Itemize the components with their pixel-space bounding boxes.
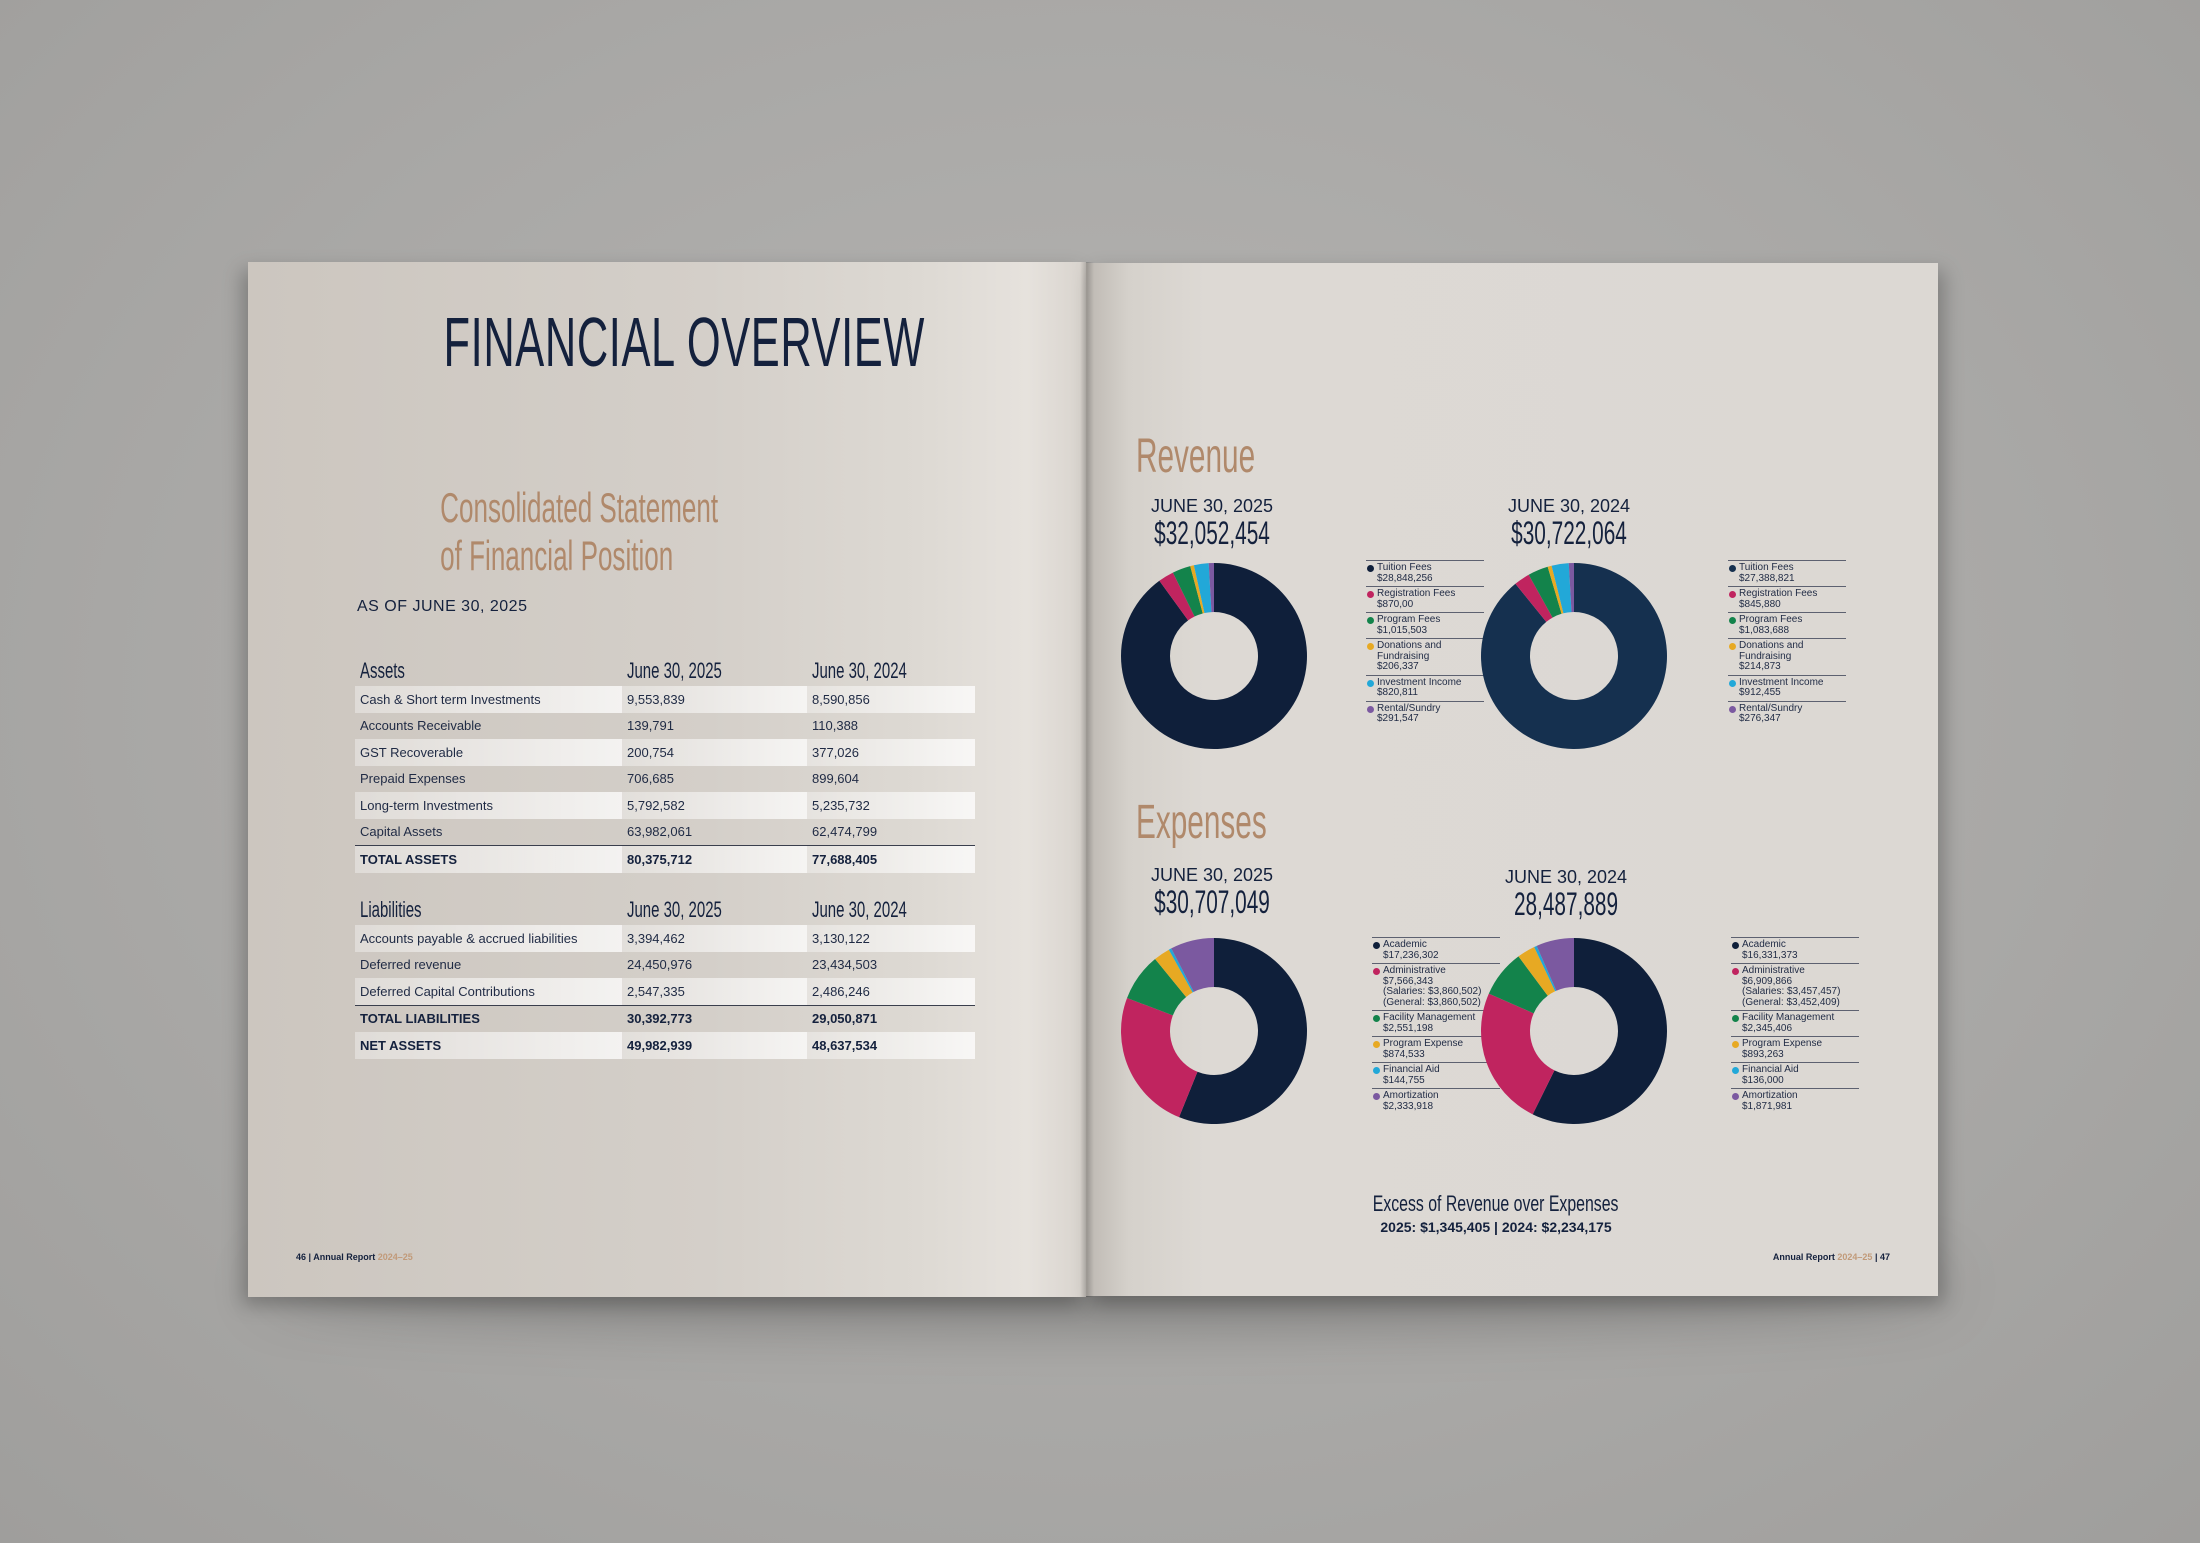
legend-dot-icon: [1729, 565, 1736, 572]
legend-value: $144,755: [1383, 1074, 1425, 1086]
legend-dot-icon: [1373, 1041, 1380, 1048]
legend-value: $291,547: [1377, 713, 1419, 724]
legend-value: $870,00: [1377, 598, 1414, 610]
table-row: [355, 739, 975, 766]
legend-item: [1731, 1010, 1859, 1036]
legend-label: Financial Aid: [1383, 1064, 1440, 1075]
chart-date: JUNE 30, 2025: [1150, 865, 1274, 885]
legend-value: $276,347: [1739, 713, 1781, 724]
chart-date: JUNE 30, 2024: [1507, 496, 1631, 516]
legend-item: [1728, 638, 1846, 675]
legend-label: Financial Aid: [1742, 1064, 1799, 1075]
legend-dot-icon: [1367, 591, 1374, 598]
row-label: Deferred Capital Contributions: [355, 978, 622, 1005]
row-value-2025: 49,982,939: [622, 1032, 807, 1059]
assets-header-row: [355, 650, 975, 686]
table-row: [355, 819, 975, 846]
legend-item: [1731, 963, 1859, 1010]
legend-item: [1731, 1036, 1859, 1062]
expenses-2024-donut: [1479, 936, 1669, 1126]
revenue-title: Revenue: [1136, 430, 1256, 483]
legend-item: [1731, 937, 1859, 963]
row-label: TOTAL LIABILITIES: [355, 1005, 622, 1032]
row-value-2024: 23,434,503: [812, 957, 878, 973]
legend-label: Facility Management: [1383, 1012, 1476, 1023]
legend-dot-icon: [1367, 706, 1374, 713]
legend-label: Tuition Fees: [1377, 562, 1432, 573]
legend-item: [1366, 586, 1484, 612]
row-value-2024: 110,388: [812, 718, 859, 734]
row-label: Deferred revenue: [360, 957, 462, 973]
legend-dot-icon: [1732, 942, 1739, 949]
legend-label: Rental/Sundry: [1377, 702, 1441, 714]
donut-slice-administrative: [1121, 998, 1197, 1117]
chart-date: JUNE 30, 2025: [1150, 496, 1274, 516]
row-value-2025: 30,392,773: [622, 1005, 807, 1032]
legend-item: [1731, 1088, 1859, 1114]
total-liabilities-row: [355, 1005, 975, 1032]
liabilities-heading: Liabilities: [360, 897, 422, 922]
legend-item: [1728, 675, 1846, 701]
legend-dot-icon: [1732, 1015, 1739, 1022]
legend-value: $214,873: [1739, 661, 1781, 672]
spine-gutter: [1080, 262, 1094, 1297]
liabilities-col-2025: June 30, 2025: [627, 897, 722, 922]
legend-value: $28,848,256: [1377, 572, 1433, 584]
assets-col-2024: June 30, 2024: [812, 658, 907, 683]
legend-label: Facility Management: [1742, 1012, 1835, 1023]
legend-label: Tuition Fees: [1739, 562, 1794, 573]
row-value-2025: 5,792,582: [622, 792, 807, 819]
row-value-2024: 899,604: [812, 771, 859, 787]
legend-item: [1728, 586, 1846, 612]
row-value-2025: 24,450,976: [627, 957, 693, 973]
assets-col-2025: June 30, 2025: [627, 658, 722, 683]
revenue-2025-legend: [1366, 560, 1484, 727]
liabilities-table: [355, 889, 975, 1059]
footer-label: Annual Report: [1772, 1252, 1835, 1262]
legend-label: Academic: [1383, 939, 1427, 950]
legend-item: [1366, 560, 1484, 586]
legend-item: [1366, 675, 1484, 701]
legend-value: $2,551,198: [1383, 1022, 1434, 1034]
page-number: 46: [296, 1252, 307, 1262]
legend-value: $845,880: [1739, 598, 1781, 610]
excess-values: 2025: $1,345,405 | 2024: $2,234,175: [1380, 1219, 1612, 1235]
legend-value: $6,909,866 (Salaries: $3,457,457) (General: $3,452,409): [1742, 975, 1841, 1008]
row-value-2025: 200,754: [622, 739, 807, 766]
legend-dot-icon: [1367, 565, 1374, 572]
row-value-2024: 3,130,122: [807, 925, 975, 952]
legend-dot-icon: [1732, 1041, 1739, 1048]
row-value-2025: 2,547,335: [622, 978, 807, 1005]
row-value-2025: 80,375,712: [622, 846, 807, 873]
legend-label: Amortization: [1742, 1090, 1798, 1101]
chart-total: $30,707,049: [1154, 884, 1270, 920]
row-label: Prepaid Expenses: [360, 771, 466, 787]
revenue-2024-legend: [1728, 560, 1846, 727]
legend-dot-icon: [1729, 706, 1736, 713]
legend-label: Administrative: [1383, 965, 1446, 976]
row-value-2024: 48,637,534: [807, 1032, 975, 1059]
legend-dot-icon: [1729, 643, 1736, 650]
legend-label: Registration Fees: [1377, 588, 1456, 599]
page-title: FINANCIAL OVERVIEW: [443, 303, 925, 381]
row-value-2025: 3,394,462: [622, 925, 807, 952]
chart-total: $30,722,064: [1511, 515, 1627, 551]
legend-item: [1731, 1062, 1859, 1088]
as-of-date: AS OF JUNE 30, 2025: [357, 598, 528, 615]
legend-dot-icon: [1729, 591, 1736, 598]
legend-value: $1,083,688: [1739, 624, 1790, 636]
legend-label: Donations and Fundraising: [1739, 640, 1804, 662]
legend-label: Program Expense: [1383, 1038, 1464, 1049]
legend-label: Amortization: [1383, 1090, 1439, 1101]
legend-label: Rental/Sundry: [1739, 702, 1803, 714]
legend-value: $27,388,821: [1739, 572, 1795, 584]
legend-value: $7,566,343 (Salaries: $3,860,502) (General: $3,860,502): [1383, 975, 1482, 1008]
legend-item: [1366, 612, 1484, 638]
legend-label: Program Expense: [1742, 1038, 1823, 1049]
legend-label: Program Fees: [1739, 614, 1803, 625]
legend-label: Donations and Fundraising: [1377, 640, 1442, 662]
legend-dot-icon: [1373, 942, 1380, 949]
legend-dot-icon: [1732, 1067, 1739, 1074]
legend-dot-icon: [1367, 643, 1374, 650]
row-value-2024: 2,486,246: [807, 978, 975, 1005]
legend-value: $1,871,981: [1742, 1100, 1793, 1112]
chart-date: JUNE 30, 2024: [1504, 867, 1628, 887]
legend-label: Program Fees: [1377, 614, 1441, 625]
excess-title: [1296, 1191, 1696, 1217]
liabilities-col-2024: June 30, 2024: [812, 897, 907, 922]
page-footer-left: [296, 1252, 413, 1262]
statement-title-line2: of Financial Position: [440, 532, 674, 579]
row-label: GST Recoverable: [355, 739, 622, 766]
right-page: [1086, 263, 1938, 1296]
row-value-2024: 29,050,871: [807, 1005, 975, 1032]
row-label: Long-term Investments: [355, 792, 622, 819]
legend-value: $206,337: [1377, 661, 1419, 672]
legend-value: $17,236,302: [1383, 949, 1439, 961]
footer-separator: |: [308, 1252, 312, 1262]
legend-label: Administrative: [1742, 965, 1805, 976]
row-value-2025: 706,685: [627, 771, 674, 787]
table-row: [355, 978, 975, 1005]
statement-title: [440, 484, 718, 580]
legend-value: $1,015,503: [1377, 624, 1428, 636]
footer-year: 2024–25: [1837, 1252, 1873, 1262]
legend-value: $820,811: [1377, 687, 1418, 698]
row-label: Capital Assets: [360, 824, 443, 840]
legend-label: Registration Fees: [1739, 588, 1818, 599]
statement-title-line1: Consolidated Statement: [440, 484, 719, 531]
row-value-2024: 8,590,856: [807, 686, 975, 713]
left-page: [248, 262, 1086, 1297]
row-value-2024: 62,474,799: [812, 824, 878, 840]
total-assets-row: [355, 846, 975, 873]
table-row: [355, 792, 975, 819]
legend-dot-icon: [1373, 1015, 1380, 1022]
chart-total: $32,052,454: [1154, 515, 1270, 551]
row-label: TOTAL ASSETS: [355, 846, 622, 873]
row-value-2024: 377,026: [807, 739, 975, 766]
legend-dot-icon: [1373, 968, 1380, 975]
page-number: 47: [1879, 1252, 1890, 1262]
row-value-2024: 5,235,732: [807, 792, 975, 819]
excess-title-text: Excess of Revenue over Expenses: [1373, 1191, 1619, 1216]
table-row: [355, 713, 975, 740]
row-value-2025: 9,553,839: [622, 686, 807, 713]
legend-value: $2,345,406: [1742, 1022, 1793, 1034]
expenses-title: Expenses: [1136, 796, 1267, 849]
legend-label: Investment Income: [1377, 676, 1462, 688]
legend-dot-icon: [1732, 968, 1739, 975]
footer-year: 2024–25: [377, 1252, 413, 1262]
row-value-2024: 77,688,405: [807, 846, 975, 873]
page-footer-right: [1773, 1252, 1890, 1262]
legend-value: $16,331,373: [1742, 949, 1798, 961]
legend-dot-icon: [1729, 680, 1736, 687]
expenses-2024-legend: [1731, 937, 1859, 1114]
net-assets-row: [355, 1032, 975, 1059]
legend-value: $2,333,918: [1383, 1100, 1434, 1112]
legend-item: [1728, 560, 1846, 586]
legend-dot-icon: [1729, 617, 1736, 624]
table-row: [355, 952, 975, 979]
assets-heading: Assets: [360, 658, 405, 683]
legend-dot-icon: [1373, 1093, 1380, 1100]
legend-value: $893,263: [1742, 1048, 1784, 1060]
table-row: [355, 686, 975, 713]
row-label: Accounts payable & accrued liabilities: [355, 925, 622, 952]
table-row: [355, 925, 975, 952]
legend-item: [1728, 612, 1846, 638]
row-label: Cash & Short term Investments: [355, 686, 622, 713]
revenue-2024-donut: [1479, 561, 1669, 751]
legend-label: Academic: [1742, 939, 1786, 950]
expenses-2025-donut: [1119, 936, 1309, 1126]
legend-value: $136,000: [1742, 1074, 1784, 1086]
table-row: [355, 766, 975, 793]
legend-dot-icon: [1732, 1093, 1739, 1100]
legend-dot-icon: [1367, 617, 1374, 624]
legend-dot-icon: [1373, 1067, 1380, 1074]
legend-item: [1366, 701, 1484, 727]
row-label: Accounts Receivable: [360, 718, 482, 734]
liabilities-header-row: [355, 889, 975, 925]
row-label: NET ASSETS: [355, 1032, 622, 1059]
row-value-2025: 63,982,061: [627, 824, 693, 840]
row-value-2025: 139,791: [627, 718, 674, 734]
footer-label: Annual Report: [313, 1252, 376, 1262]
legend-label: Investment Income: [1739, 676, 1824, 688]
legend-value: $874,533: [1383, 1048, 1425, 1060]
chart-total: 28,487,889: [1513, 886, 1619, 922]
footer-separator: |: [1874, 1252, 1878, 1262]
legend-dot-icon: [1367, 680, 1374, 687]
revenue-2025-donut: [1119, 561, 1309, 751]
legend-item: [1728, 701, 1846, 727]
legend-item: [1366, 638, 1484, 675]
legend-value: $912,455: [1739, 687, 1781, 698]
assets-table: [355, 650, 975, 873]
